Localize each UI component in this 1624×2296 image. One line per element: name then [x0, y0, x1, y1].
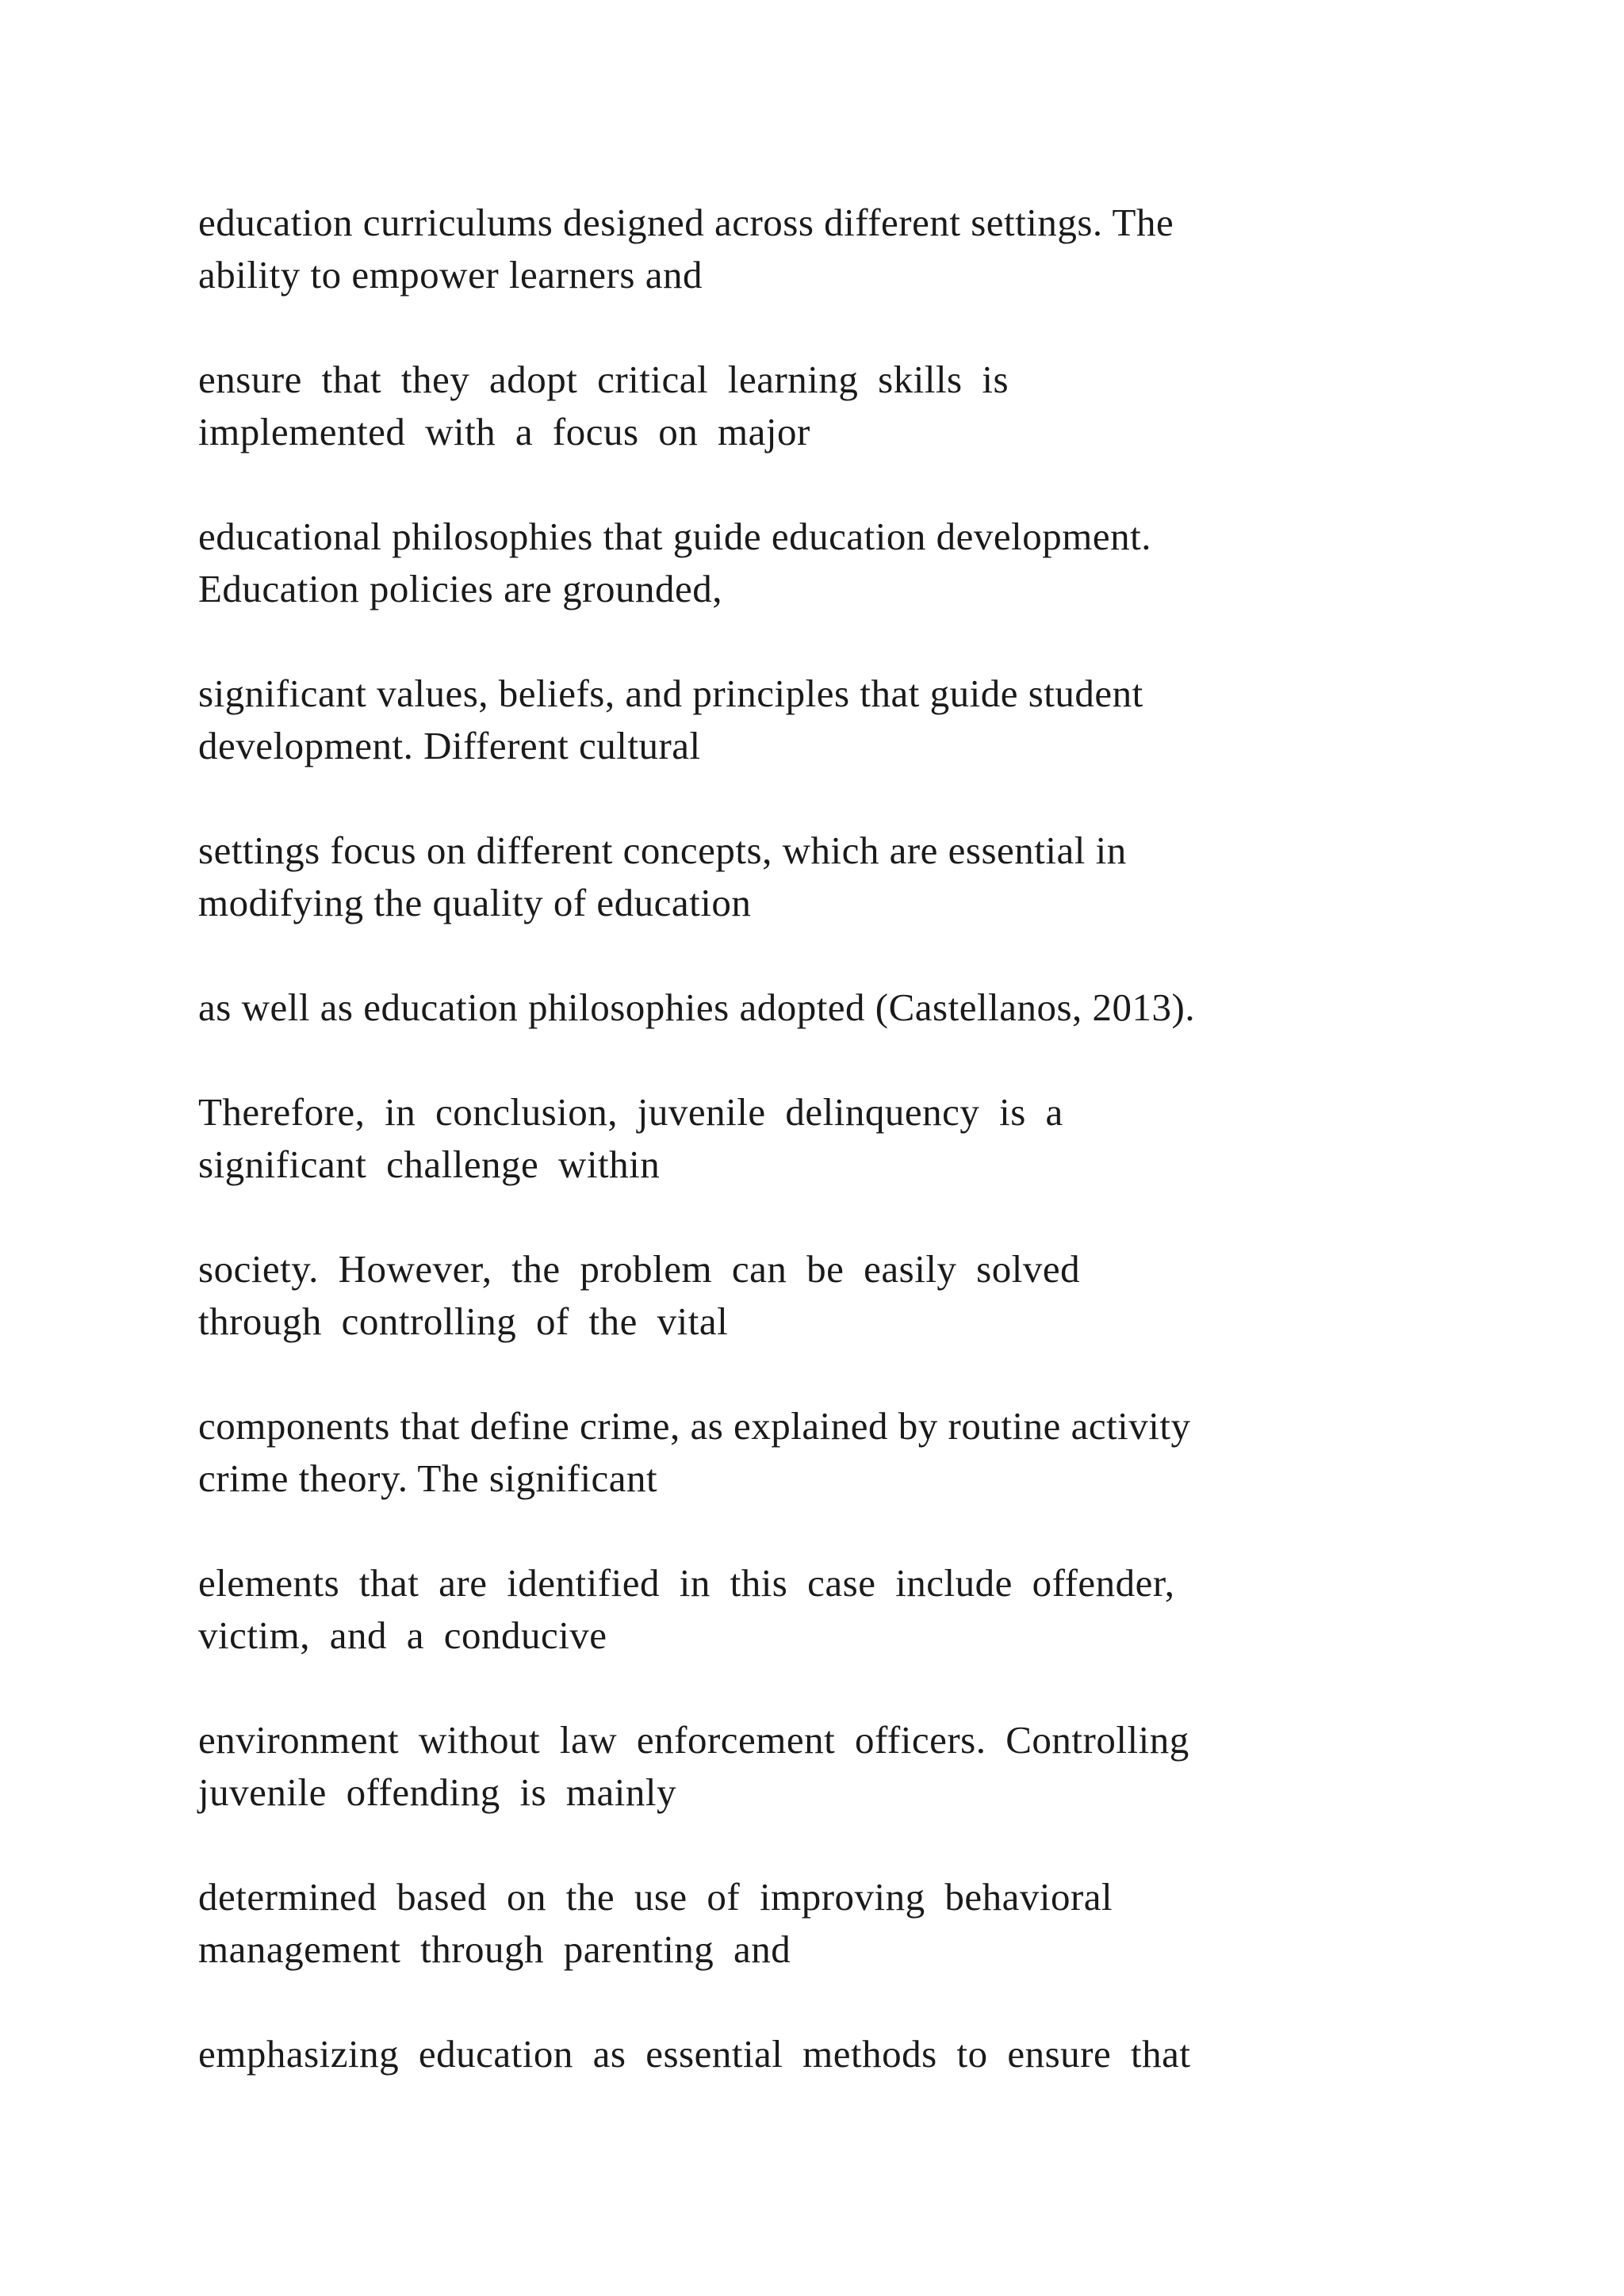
text-line: ability to empower learners and [198, 253, 703, 297]
text-line: society. However, the problem can be easily solved [198, 1247, 1081, 1291]
text-line: significant challenge within [198, 1142, 661, 1186]
text-line: emphasizing education as essential methods to ensure that [198, 2032, 1191, 2076]
text-line: determined based on the use of improving behavioral [198, 1875, 1113, 1919]
text-line: significant values, beliefs, and principles that guide student [198, 672, 1143, 715]
text-line: educational philosophies that guide education development. [198, 515, 1151, 558]
document-body [198, 197, 1435, 2133]
paragraph-10 [198, 1557, 1435, 1662]
paragraph-3 [198, 511, 1435, 615]
paragraph-8 [198, 1243, 1435, 1348]
paragraph-5 [198, 825, 1435, 929]
paragraph-6 [198, 982, 1435, 1034]
text-line: environment without law enforcement officers. Controlling [198, 1718, 1189, 1762]
text-line: modifying the quality of education [198, 881, 752, 924]
text-line: education curriculums designed across different settings. The [198, 201, 1174, 244]
paragraph-13 [198, 2028, 1435, 2080]
text-line: as well as education philosophies adopted (Castellanos, 2013). [198, 985, 1196, 1029]
text-line: management through parenting and [198, 1927, 791, 1971]
text-line: juvenile offending is mainly [198, 1770, 676, 1814]
text-line: victim, and a conducive [198, 1613, 607, 1657]
text-line: elements that are identified in this case include offender, [198, 1561, 1175, 1605]
text-line: implemented with a focus on major [198, 410, 810, 453]
text-line: through controlling of the vital [198, 1299, 729, 1343]
paragraph-12 [198, 1871, 1435, 1976]
paragraph-9 [198, 1400, 1435, 1505]
paragraph-7 [198, 1086, 1435, 1191]
text-line: Therefore, in conclusion, juvenile delinquency is a [198, 1090, 1063, 1134]
text-line: settings focus on different concepts, which are essential in [198, 828, 1127, 872]
text-line: ensure that they adopt critical learning skills is [198, 358, 1009, 401]
paragraph-1 [198, 197, 1435, 301]
paragraph-4 [198, 668, 1435, 772]
text-line: crime theory. The significant [198, 1456, 658, 1500]
paragraph-2 [198, 354, 1435, 458]
paragraph-11 [198, 1714, 1435, 1819]
text-line: development. Different cultural [198, 724, 701, 767]
text-line: components that define crime, as explained by routine activity [198, 1404, 1191, 1448]
text-line: Education policies are grounded, [198, 567, 722, 610]
